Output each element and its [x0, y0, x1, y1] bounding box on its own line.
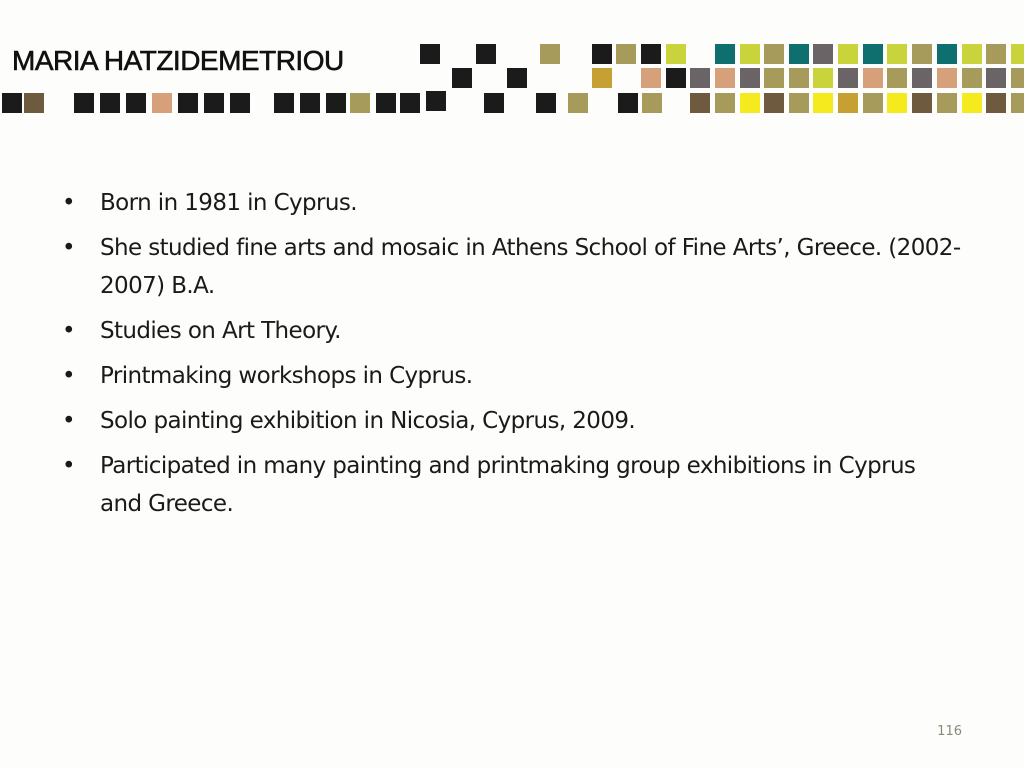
mosaic-tile: [1011, 93, 1024, 113]
mosaic-tile: [126, 93, 146, 113]
mosaic-tile: [568, 93, 588, 113]
mosaic-tile: [962, 93, 982, 113]
mosaic-tile: [690, 68, 710, 88]
mosaic-tile: [740, 93, 760, 113]
mosaic-tile: [642, 93, 662, 113]
mosaic-tile: [838, 44, 858, 64]
mosaic-tile: [2, 93, 22, 113]
bullet-text: Participated in many painting and printmaking group exhibitions in Cyprus and Greece.: [100, 453, 916, 517]
mosaic-tile: [764, 93, 784, 113]
mosaic-tile: [690, 93, 710, 113]
mosaic-tile: [152, 93, 172, 113]
mosaic-tile: [616, 44, 636, 64]
mosaic-tile: [986, 93, 1006, 113]
bullet-icon: •: [62, 363, 75, 389]
mosaic-tile: [24, 93, 44, 113]
mosaic-tile: [813, 44, 833, 64]
bullet-item: [62, 357, 962, 395]
mosaic-tile: [715, 68, 735, 88]
bullet-item: [62, 447, 962, 523]
bullet-icon: •: [62, 408, 75, 434]
bullet-text: She studied fine arts and mosaic in Athens School of Fine Arts’, Greece. (2002-2007) B.A.: [100, 235, 961, 299]
mosaic-tile: [326, 93, 346, 113]
mosaic-tile: [484, 93, 504, 113]
mosaic-tile: [178, 93, 198, 113]
mosaic-tile: [863, 93, 883, 113]
mosaic-tile: [937, 68, 957, 88]
mosaic-tile: [230, 93, 250, 113]
mosaic-tile: [789, 93, 809, 113]
bullet-icon: •: [62, 190, 75, 216]
mosaic-tile: [740, 68, 760, 88]
mosaic-tile: [912, 93, 932, 113]
mosaic-tile: [100, 93, 120, 113]
mosaic-tile: [962, 68, 982, 88]
mosaic-tile: [887, 68, 907, 88]
mosaic-tile: [400, 93, 420, 113]
mosaic-tile: [426, 91, 446, 111]
bullet-icon: •: [62, 318, 75, 344]
mosaic-tile: [740, 44, 760, 64]
bullet-text: Printmaking workshops in Cyprus.: [100, 363, 473, 389]
mosaic-tile: [376, 93, 396, 113]
page-number: 116: [937, 724, 962, 739]
mosaic-tile: [887, 44, 907, 64]
mosaic-tile: [962, 44, 982, 64]
mosaic-tile: [476, 44, 496, 64]
bullet-list: [62, 184, 962, 530]
mosaic-tile: [74, 93, 94, 113]
mosaic-tile: [1011, 68, 1024, 88]
mosaic-tile: [937, 93, 957, 113]
mosaic-tile: [641, 68, 661, 88]
mosaic-tile: [452, 68, 472, 88]
mosaic-tile: [536, 93, 556, 113]
bullet-icon: •: [62, 453, 75, 479]
mosaic-tile: [1011, 44, 1024, 64]
mosaic-tile: [813, 68, 833, 88]
mosaic-tile: [274, 93, 294, 113]
mosaic-tile: [764, 44, 784, 64]
mosaic-tile: [715, 44, 735, 64]
mosaic-tile: [764, 68, 784, 88]
slide-title: MARIA HATZIDEMETRIOU: [12, 45, 344, 76]
bullet-item: [62, 312, 962, 350]
mosaic-tile: [715, 93, 735, 113]
mosaic-tile: [350, 93, 370, 113]
mosaic-tile: [986, 44, 1006, 64]
mosaic-tile: [887, 93, 907, 113]
mosaic-tile: [937, 44, 957, 64]
mosaic-tile: [986, 68, 1006, 88]
mosaic-tile: [618, 93, 638, 113]
mosaic-tile: [838, 68, 858, 88]
mosaic-tile: [592, 44, 612, 64]
mosaic-tile: [204, 93, 224, 113]
bullet-text: Studies on Art Theory.: [100, 318, 341, 344]
bullet-item: [62, 402, 962, 440]
mosaic-tile: [420, 44, 440, 64]
mosaic-tile: [300, 93, 320, 113]
mosaic-tile: [666, 44, 686, 64]
mosaic-tile: [789, 68, 809, 88]
mosaic-tile: [813, 93, 833, 113]
mosaic-tile: [666, 68, 686, 88]
mosaic-tile: [789, 44, 809, 64]
mosaic-tile: [838, 93, 858, 113]
mosaic-tile: [540, 44, 560, 64]
mosaic-tile: [863, 44, 883, 64]
bullet-icon: •: [62, 235, 75, 261]
bullet-text: Born in 1981 in Cyprus.: [100, 190, 357, 216]
mosaic-tile: [863, 68, 883, 88]
mosaic-tile: [507, 68, 527, 88]
bullet-item: [62, 184, 962, 222]
mosaic-tile: [641, 44, 661, 64]
bullet-item: [62, 229, 962, 305]
bullet-text: Solo painting exhibition in Nicosia, Cyprus, 2009.: [100, 408, 636, 434]
mosaic-tile: [912, 44, 932, 64]
mosaic-tile: [912, 68, 932, 88]
mosaic-tile: [592, 68, 612, 88]
